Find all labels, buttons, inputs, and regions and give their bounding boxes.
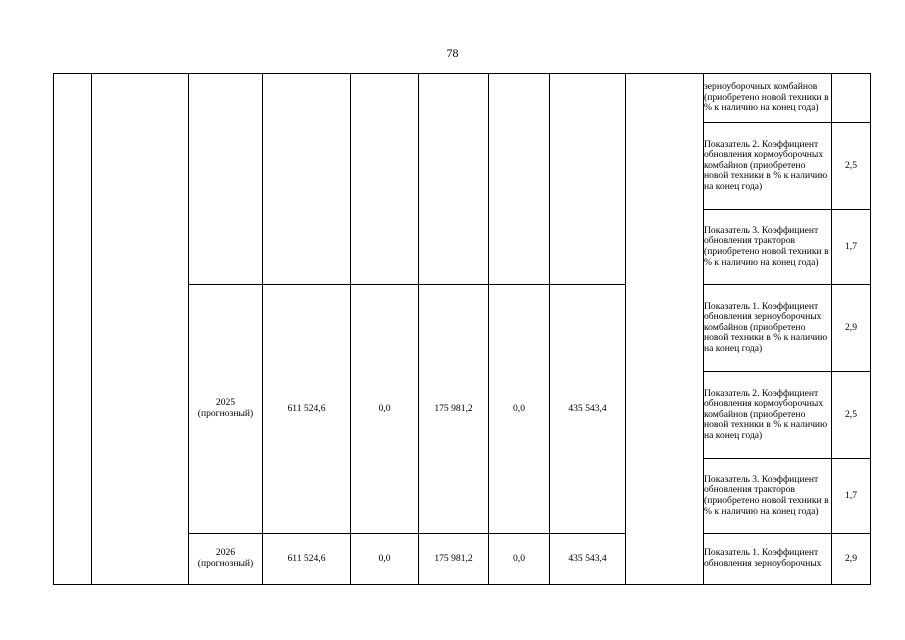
funds-cell-prev-1: [351, 74, 419, 285]
indicator-value: 2,9: [832, 534, 871, 585]
year-cell-prev: [189, 74, 263, 285]
indicator-text: Показатель 2. Коэффициент обновления кормоуборочных комбайнов (приобретено новой техники в % к наличию на конец года): [704, 372, 832, 459]
year-note: (прогнозный): [197, 408, 254, 419]
indicator-value: [832, 74, 871, 123]
total-cell-prev: [263, 74, 351, 285]
indicator-text: зерноуборочных комбайнов (приобретено новой техники в % к наличию на конец года): [704, 74, 832, 123]
funds-cell-2026-1: 0,0: [351, 534, 419, 585]
year-label: 2025: [215, 397, 236, 409]
total-cell-2026: 611 524,6: [263, 534, 351, 585]
year-cell-2025: [189, 285, 263, 534]
year-label: 2026: [215, 547, 236, 559]
year-cell-2026: [189, 534, 263, 585]
funds-cell-2026-3: 0,0: [489, 534, 550, 585]
funds-cell-2025-1: 0,0: [351, 285, 419, 534]
indicator-value: 1,7: [832, 459, 871, 534]
total-cell-2025: 611 524,6: [263, 285, 351, 534]
funds-cell-prev-2: [419, 74, 489, 285]
year-note: (прогнозный): [197, 558, 254, 569]
funds-cell-2025-3: 0,0: [489, 285, 550, 534]
indicator-text: Показатель 1. Коэффициент обновления зерноуборочных комбайнов (приобретено новой техники в % к наличию на конец года): [704, 285, 832, 372]
page-number: 78: [446, 46, 459, 60]
result-column-cell: [626, 74, 704, 585]
funds-cell-prev-3: [489, 74, 550, 285]
indicator-value: 2,9: [832, 285, 871, 372]
number-column-cell: [54, 74, 92, 585]
indicator-text: Показатель 3. Коэффициент обновления тракторов (приобретено новой техники в % к наличию на конец года): [704, 210, 832, 285]
indicator-text: Показатель 3. Коэффициент обновления тракторов (приобретено новой техники в % к наличию на конец года): [704, 459, 832, 534]
indicator-value: 1,7: [832, 210, 871, 285]
indicator-value: 2,5: [832, 372, 871, 459]
program-financing-table: [53, 73, 871, 585]
funds-cell-2026-4: 435 543,4: [550, 534, 626, 585]
funds-cell-2025-2: 175 981,2: [419, 285, 489, 534]
funds-cell-2026-2: 175 981,2: [419, 534, 489, 585]
indicator-text: Показатель 1. Коэффициент обновления зерноуборочных: [704, 534, 832, 585]
table-row: [54, 74, 871, 123]
indicator-text: Показатель 2. Коэффициент обновления кормоуборочных комбайнов (приобретено новой техники в % к наличию на конец года): [704, 123, 832, 210]
funds-cell-2025-4: 435 543,4: [550, 285, 626, 534]
name-column-cell: [92, 74, 189, 585]
indicator-value: 2,5: [832, 123, 871, 210]
funds-cell-prev-4: [550, 74, 626, 285]
